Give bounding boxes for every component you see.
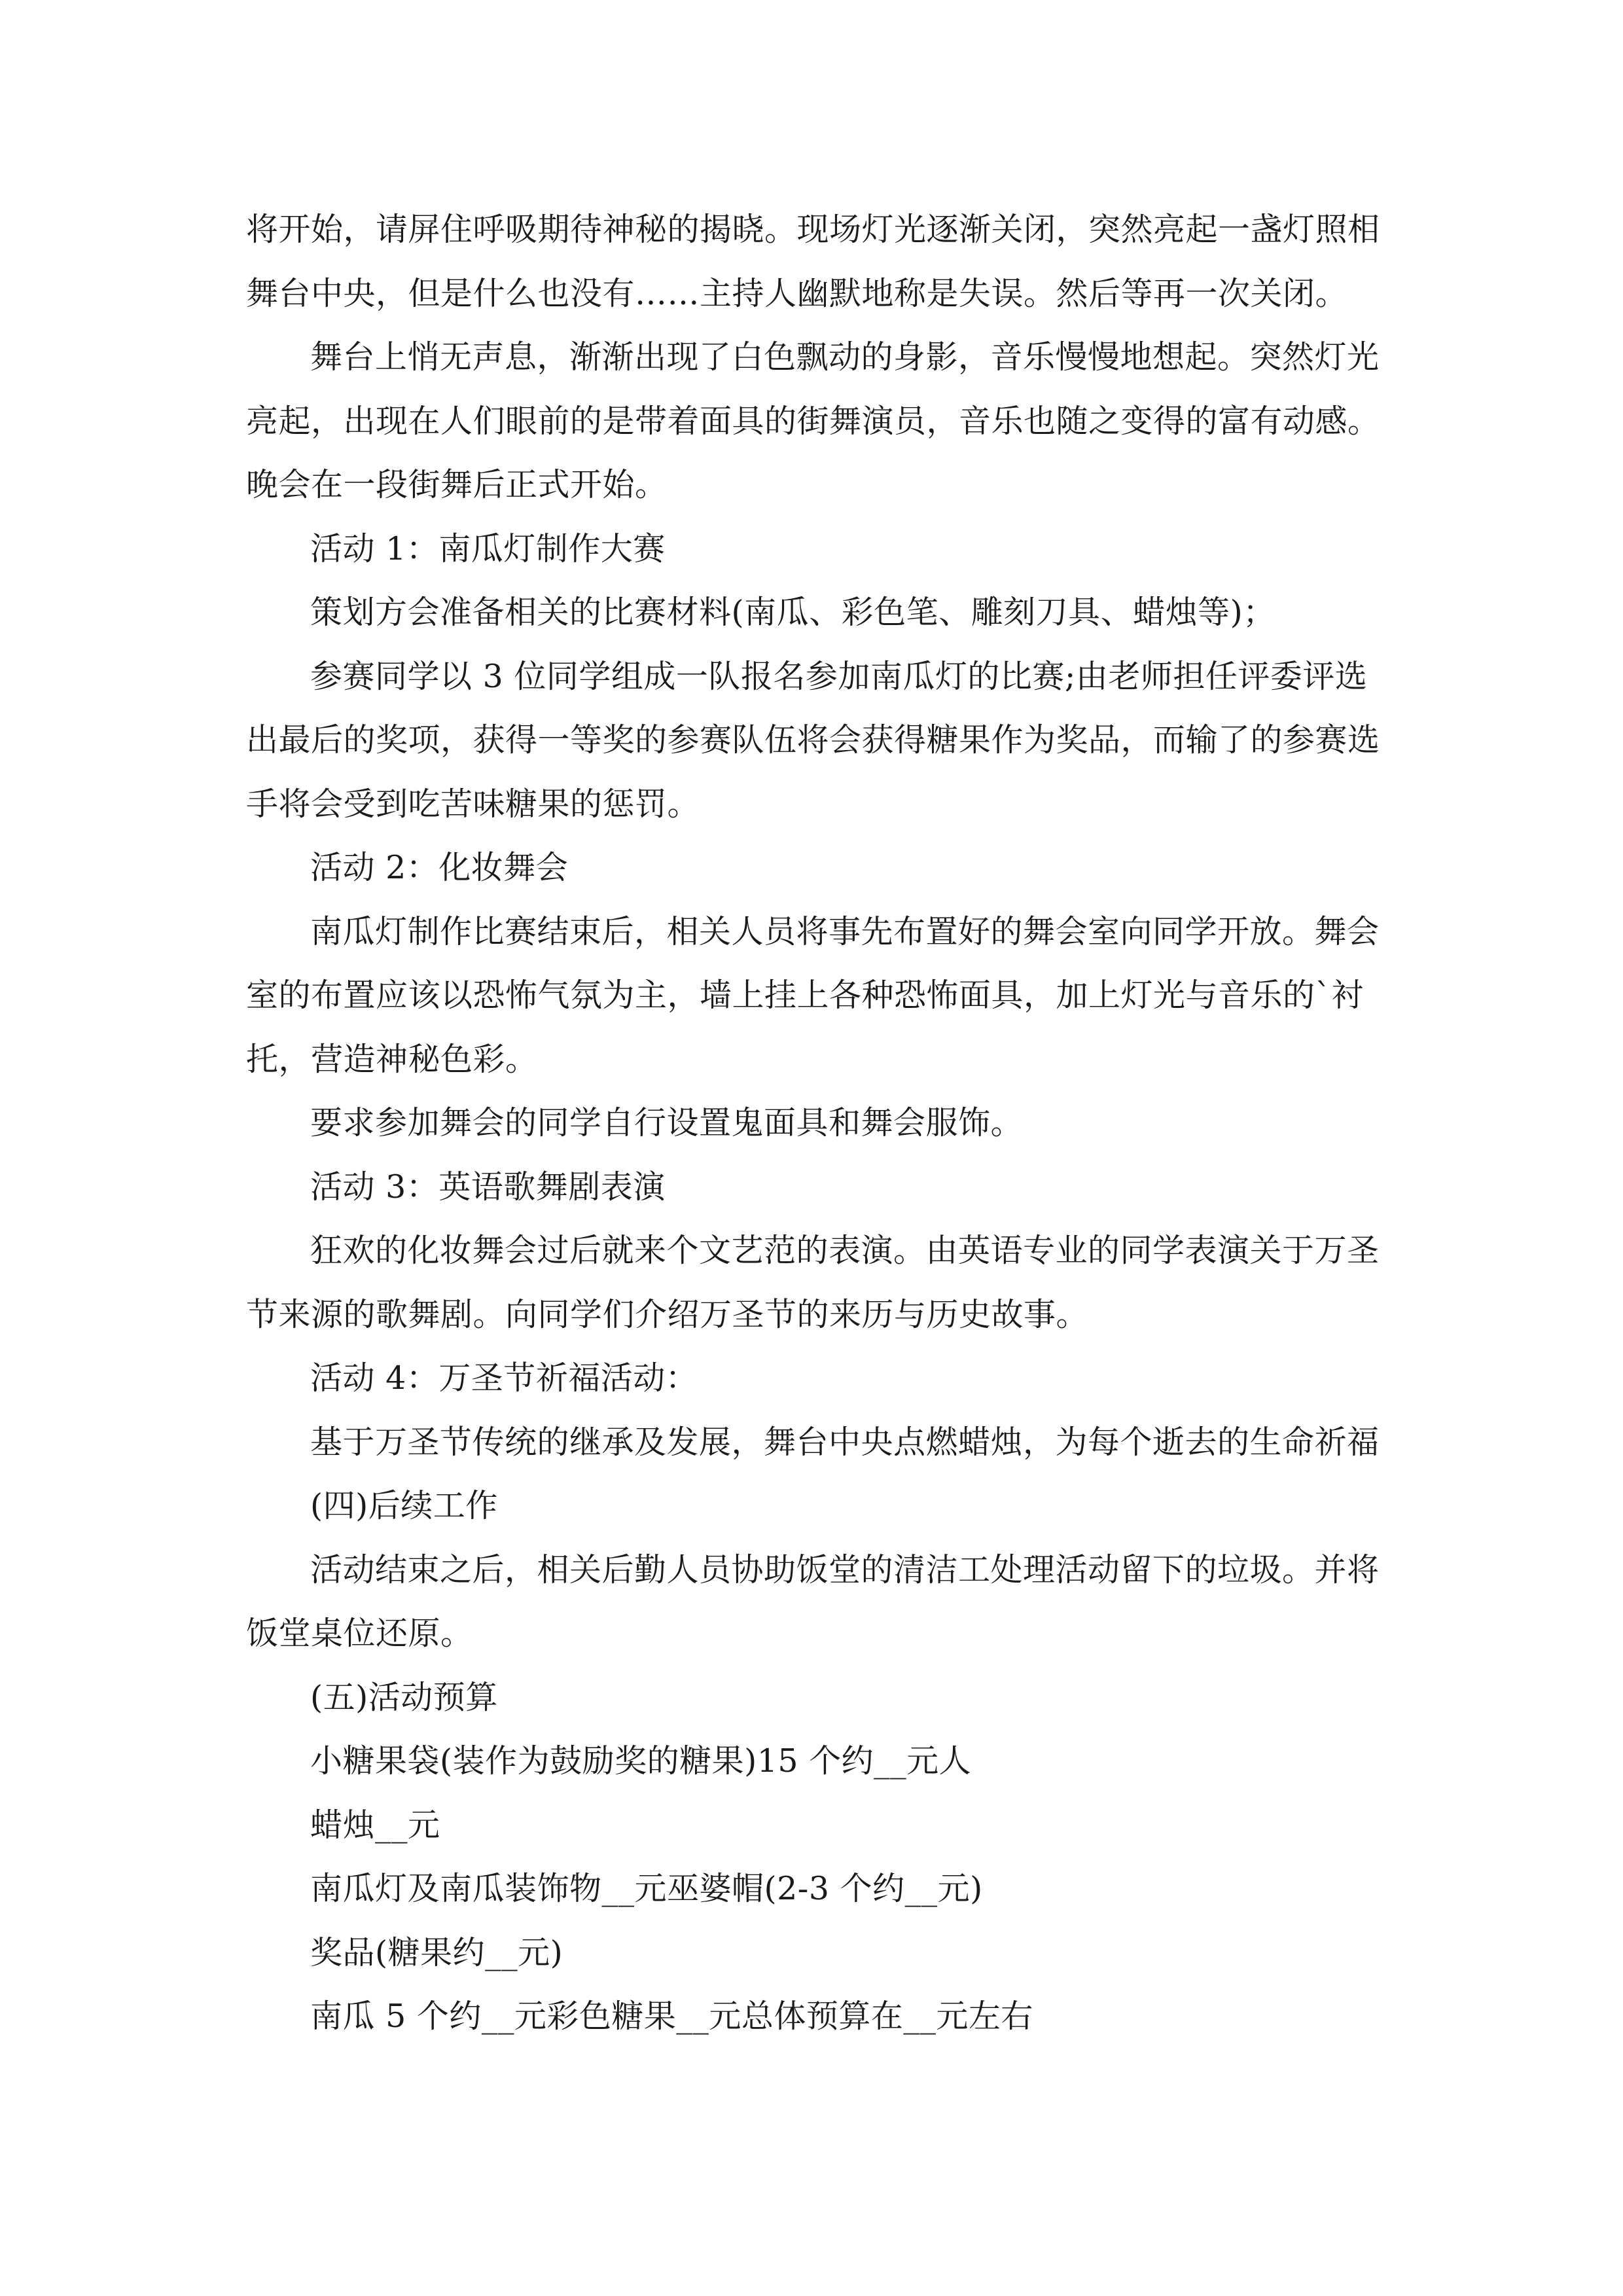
paragraph: 南瓜灯制作比赛结束后，相关人员将事先布置好的舞会室向同学开放。舞会室的布置应该以恐怖气氛为主，墙上挂上各种恐怖面具，加上灯光与音乐的`衬托，营造神秘色彩。: [246, 912, 1380, 1078]
budget-item: 南瓜灯及南瓜装饰物__元巫婆帽(2-3 个约__元): [310, 1870, 983, 1907]
budget-item: 小糖果袋(装作为鼓励奖的糖果)15 个约__元人: [310, 1742, 972, 1780]
paragraph: 参赛同学以 3 位同学组成一队报名参加南瓜灯的比赛;由老师担任评委评选出最后的奖项，获得一等奖的参赛队伍将会获得糖果作为奖品，而输了的参赛选手将会受到吃苦味糖果的惩罚。: [246, 657, 1380, 823]
section-heading: 活动 3：英语歌舞剧表演: [310, 1168, 666, 1206]
section-heading: (五)活动预算: [310, 1678, 498, 1716]
budget-item: 南瓜 5 个约__元彩色糖果__元总体预算在__元左右: [310, 1998, 1033, 2035]
document-body: [246, 198, 1385, 2049]
section-heading: 活动 4：万圣节祈福活动：: [310, 1359, 698, 1397]
paragraph: 狂欢的化妆舞会过后就来个文艺范的表演。由英语专业的同学表演关于万圣节来源的歌舞剧。向同学们介绍万圣节的来历与历史故事。: [246, 1232, 1380, 1333]
paragraph: 舞台上悄无声息，渐渐出现了白色飘动的身影，音乐慢慢地想起。突然灯光亮起，出现在人们眼前的是带着面具的街舞演员，音乐也随之变得的富有动感。晚会在一段街舞后正式开始。: [246, 338, 1380, 503]
paragraph: 活动结束之后，相关后勤人员协助饭堂的清洁工处理活动留下的垃圾。并将饭堂桌位还原。: [246, 1551, 1380, 1652]
section-heading: 活动 2：化妆舞会: [310, 849, 569, 886]
section-heading: 活动 1：南瓜灯制作大赛: [310, 529, 666, 567]
paragraph: 将开始，请屏住呼吸期待神秘的揭晓。现场灯光逐渐关闭，突然亮起一盏灯照相舞台中央，但是什么也没有……主持人幽默地称是失误。然后等再一次关闭。: [246, 211, 1380, 312]
budget-item: 奖品(糖果约__元): [310, 1933, 563, 1971]
paragraph: 策划方会准备相关的比赛材料(南瓜、彩色笔、雕刻刀具、蜡烛等)；: [310, 594, 1275, 631]
budget-item: 蜡烛__元: [310, 1806, 440, 1844]
paragraph: 要求参加舞会的同学自行设置鬼面具和舞会服饰。: [310, 1104, 1024, 1141]
paragraph: 基于万圣节传统的继承及发展，舞台中央点燃蜡烛，为每个逝去的生命祈福: [310, 1423, 1380, 1461]
section-heading: (四)后续工作: [310, 1487, 498, 1524]
